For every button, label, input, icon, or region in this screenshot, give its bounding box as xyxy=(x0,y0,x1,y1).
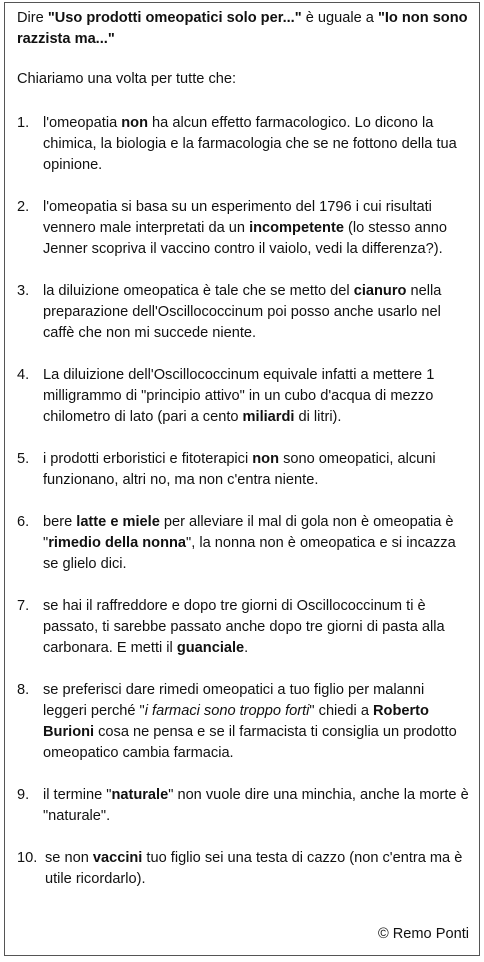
list-item: 6. bere latte e miele per alleviare il mal di gola non è omeopatia è "rimedio della nonna", la nonna non è omeopatica e si incazza se glielo dici. xyxy=(17,514,456,572)
intro-paragraph: Dire "Uso prodotti omeopatici solo per..." è uguale a "Io non sono razzista ma..." xyxy=(17,10,468,47)
list-item: 9. il termine "naturale" non vuole dire una minchia, anche la morte è "naturale". xyxy=(17,787,469,824)
author-credit: © Remo Ponti xyxy=(377,926,469,942)
list-item: 8. se preferisci dare rimedi omeopatici a tuo figlio per malanni leggeri perché "i farmaci sono troppo forti" chiedi a Roberto Burioni cosa ne pensa e se il farmacista ti consiglia un prodotto omeopatico cambia farmacia. xyxy=(17,682,457,761)
item-number: 1. xyxy=(17,115,30,131)
item-number: 8. xyxy=(17,682,30,698)
item-number: 3. xyxy=(17,283,30,299)
list-item: 4. La diluizione dell'Oscillococcinum equivale infatti a mettere 1 milligrammo di "principio attivo" in un cubo d'acqua di mezzo chilometro di lato (pari a cento miliardi di litri). xyxy=(17,367,435,425)
item-number: 6. xyxy=(17,514,30,530)
list-item: 10. se non vaccini tuo figlio sei una testa di cazzo (non c'entra ma è utile ricordarlo). xyxy=(17,850,463,887)
list-item: 7. se hai il raffreddore e dopo tre giorni di Oscillococcinum ti è passato, ti sarebbe passato anche dopo tre giorni di pasta alla carbonara. E metti il guanciale. xyxy=(17,598,445,656)
list-item: 2. l'omeopatia si basa su un esperimento del 1796 i cui risultati vennero male interpretati da un incompetente (lo stesso anno Jenner scopriva il vaccino contro il vaiolo, vedi la differenza?). xyxy=(17,199,447,257)
item-number: 2. xyxy=(17,199,30,215)
list-item: 5. i prodotti erboristici e fitoterapici non sono omeopatici, alcuni funzionano, altri no, ma non c'entra niente. xyxy=(17,451,436,488)
list-item: 3. la diluizione omeopatica è tale che se metto del cianuro nella preparazione dell'Oscillococcinum poi posso anche usarlo nel caffè che non mi succede niente. xyxy=(17,283,442,341)
item-number: 5. xyxy=(17,451,30,467)
item-number: 4. xyxy=(17,367,30,383)
list-item: 1. l'omeopatia non ha alcun effetto farmacologico. Lo dicono la chimica, la biologia e la farmacologia che se ne fottono della tua opinione. xyxy=(17,115,457,173)
lead-sentence: Chiariamo una volta per tutte che: xyxy=(17,71,237,87)
item-number: 9. xyxy=(17,787,30,803)
item-number: 7. xyxy=(17,598,30,614)
item-number: 10. xyxy=(17,850,38,866)
text-card xyxy=(4,2,480,956)
numbered-list xyxy=(17,113,469,890)
